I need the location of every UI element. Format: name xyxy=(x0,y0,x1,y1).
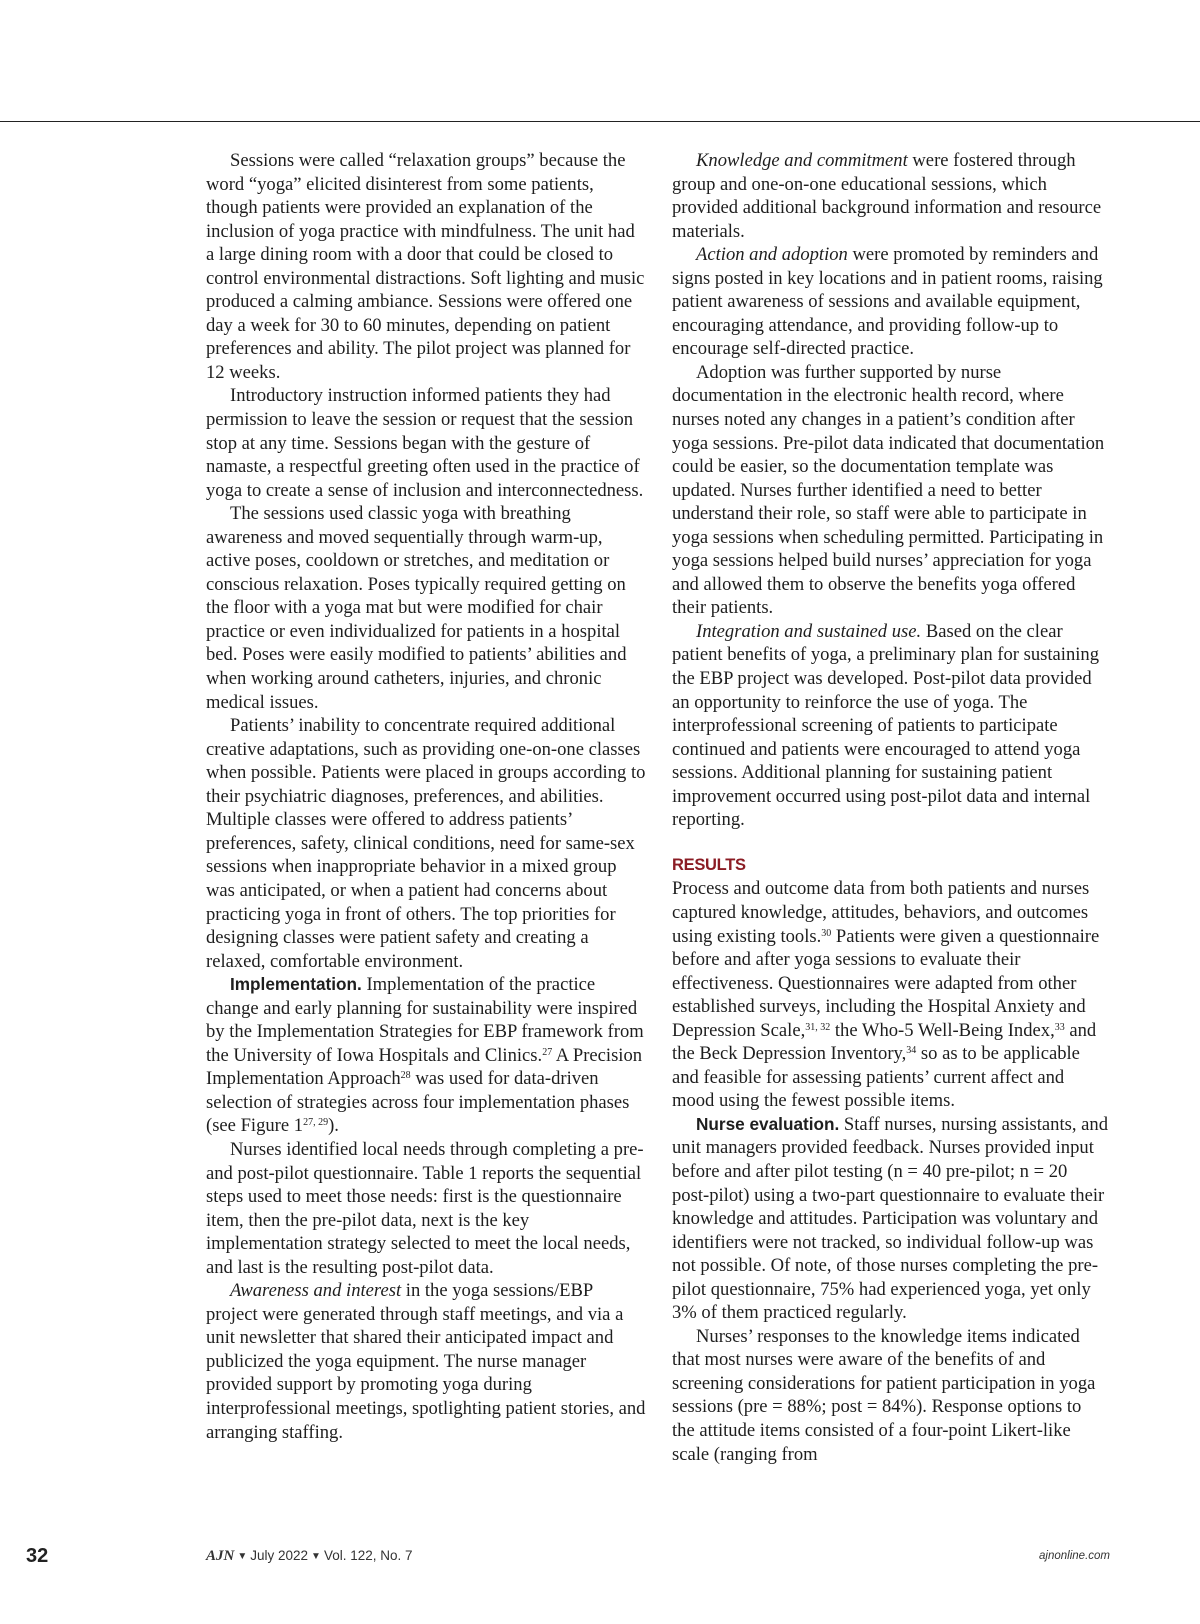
italic-lead: Action and adoption xyxy=(696,244,848,266)
paragraph-text: Based on the clear patient benefits of yoga, a preliminary plan for sustaining the EBP project was developed. Post-pilot data provided an opportunity to reinforce the use of yoga. The interprofessional screening of patients to participate continued and patients were encouraged to attend yoga sessions. Additional planning for sustaining patient improvement occurred using post-pilot data and internal reporting. xyxy=(672,620,1100,831)
paragraph xyxy=(672,243,1108,361)
paragraph-text: and the Beck Depression Inventory, xyxy=(672,1019,1097,1065)
italic-lead: Knowledge and commitment xyxy=(696,150,908,171)
citation: 30 xyxy=(821,927,832,939)
paragraph-text: Patients were given a questionnaire before and after yoga sessions to evaluate their effectiveness. Questionnaires were adapted from other established surveys, including the Hospital Anxiety and Depression Scale, xyxy=(672,925,1100,1041)
paragraph-text: was used for data-driven selection of strategies across four implementation phases (see Figure 1 xyxy=(206,1068,630,1137)
paragraph: Adoption was further supported by nurse documentation in the electronic health record, where nurses noted any changes in a patient’s condition after yoga sessions. Pre-pilot data indicated that documentation could be easier, so the documentation template was updated. Nurses further identified a need to better understand their role, so staff were able to participate in yoga sessions when scheduling permitted. Participating in yoga sessions helped build nurses’ appreciation for yoga and allowed them to observe the benefits yoga offered their patients. xyxy=(672,361,1105,619)
paragraph: Nurses identified local needs through completing a pre- and post-pilot questionnaire. Table 1 reports the sequential steps used to meet those needs: first is the questionnaire item, then the pre-pilot data, next is the key implementation strategy selected to meet the local needs, and last is the resulting post-pilot data. xyxy=(206,1138,644,1278)
paragraph xyxy=(206,973,646,1138)
paragraph-text: in the yoga sessions/EBP project were generated through staff meetings, and via a unit newsletter that shared their anticipated impact and publicized the yoga equipment. The nurse manager provided support by promoting yoga during interprofessional meetings, spotlighting patient stories, and arranging staffing. xyxy=(206,1280,646,1443)
paragraph xyxy=(206,1279,646,1444)
italic-lead: Awareness and interest xyxy=(230,1280,402,1302)
paragraph xyxy=(672,1113,1108,1325)
paragraph-text: ). xyxy=(328,1115,339,1137)
journal-citation xyxy=(206,1548,413,1565)
triangle-separator-icon: ▼ xyxy=(237,1551,248,1562)
paragraph xyxy=(672,149,1108,243)
subsection-heading: Nurse evaluation. xyxy=(696,1113,840,1134)
paragraph-text: Staff nurses, nursing assistants, and unit managers provided feedback. Nurses provided input before and after pilot testing (n = 40 pre-pilot; n = 20 post-pilot) using a two-part questionnaire to evaluate their knowledge and attitudes. Participation was voluntary and identifiers were not tracked, so individual follow-up was not possible. Of note, of those nurses completing the pre-pilot questionnaire, 75% had experienced yoga, yet only 3% of them practiced regularly. xyxy=(672,1113,1109,1324)
citation: 27 xyxy=(542,1046,553,1058)
paragraph-text: the Who-5 Well-Being Index, xyxy=(830,1019,1055,1041)
citation: 27, 29 xyxy=(303,1117,329,1129)
journal-name: AJN xyxy=(206,1548,235,1564)
italic-lead: Integration and sustained use. xyxy=(696,620,922,642)
citation: 31, 32 xyxy=(805,1021,831,1033)
issue-date: July 2022 xyxy=(250,1548,309,1563)
paragraph: The sessions used classic yoga with breathing awareness and moved sequentially through warm-up, active poses, cooldown or stretches, and meditation or conscious relaxation. Poses typically required getting on the floor with a yoga mat but were modified for chair practice or even individualized for patients in a hospital bed. Poses were easily modified to patients’ abilities and when working around catheters, injuries, and chronic medical issues. xyxy=(206,503,627,713)
paragraph: Patients’ inability to concentrate required additional creative adaptations, such as providing one-on-one classes when possible. Patients were placed in groups according to their psychiatric diagnoses, preferences, and abilities. Multiple classes were offered to address patients’ preferences, safety, clinical conditions, need for same-sex sessions when inappropriate behavior in a mixed group was anticipated, or when a patient had concerns about practicing yoga in front of others. The top priorities for designing classes were patient safety and creating a relaxed, comfortable environment. xyxy=(206,715,646,972)
paragraph xyxy=(672,620,1108,832)
paragraph-text: so as to be applicable and feasible for assessing patients’ current affect and mood using the fewest possible items. xyxy=(672,1043,1080,1112)
paragraph-text: A Precision Implementation Approach xyxy=(206,1044,643,1090)
volume-issue: Vol. 122, No. 7 xyxy=(323,1548,413,1563)
paragraph-text: were fostered through group and one-on-one educational sessions, which provided additional background information and resource materials. xyxy=(672,150,1102,242)
subsection-heading: Implementation. xyxy=(230,974,362,995)
page-number: 32 xyxy=(26,1545,49,1567)
left-column xyxy=(206,149,646,1444)
page-footer xyxy=(0,1545,1200,1569)
section-heading-results: RESULTS xyxy=(672,855,746,874)
paragraph: Sessions were called “relaxation groups” because the word “yoga” elicited disinterest from some patients, though patients were provided an explanation of the inclusion of yoga practice with mindfulness. The unit had a large dining room with a door that could be closed to control environmental distractions. Soft lighting and music produced a calming ambiance. Sessions were offered one day a week for 30 to 60 minutes, depending on patient preferences and ability. The pilot project was planned for 12 weeks. xyxy=(206,150,645,383)
right-column xyxy=(672,149,1108,1466)
website: ajnonline.com xyxy=(1039,1550,1110,1562)
citation: 34 xyxy=(906,1045,917,1057)
paragraph-text: Implementation of the practice change and early planning for sustainability were inspired by the Implementation Strategies for EBP framework from the University of Iowa Hospitals and Clinics. xyxy=(206,974,644,1066)
paragraph xyxy=(672,877,1108,1112)
paragraph: Introductory instruction informed patients they had permission to leave the session or request that the session stop at any time. Sessions began with the gesture of namaste, a respectful greeting often used in the practice of yoga to create a sense of inclusion and interconnectedness. xyxy=(206,385,644,501)
citation: 28 xyxy=(400,1070,411,1082)
paragraph: Nurses’ responses to the knowledge items indicated that most nurses were aware of the benefits of and screening considerations for patient participation in yoga sessions (pre = 88%; post = 84%). Response options to the attitude items consisted of a four-point Likert-like scale (ranging from xyxy=(672,1325,1096,1465)
header-rule xyxy=(0,121,1200,122)
paragraph-text: Process and outcome data from both patients and nurses captured knowledge, attitudes, behaviors, and outcomes using existing tools. xyxy=(672,878,1090,947)
citation: 33 xyxy=(1054,1021,1065,1033)
paragraph-text: were promoted by reminders and signs posted in key locations and in patient rooms, raising patient awareness of sessions and available equipment, encouraging attendance, and providing follow-up to encourage self-directed practice. xyxy=(672,244,1103,360)
triangle-separator-icon: ▼ xyxy=(311,1551,321,1562)
